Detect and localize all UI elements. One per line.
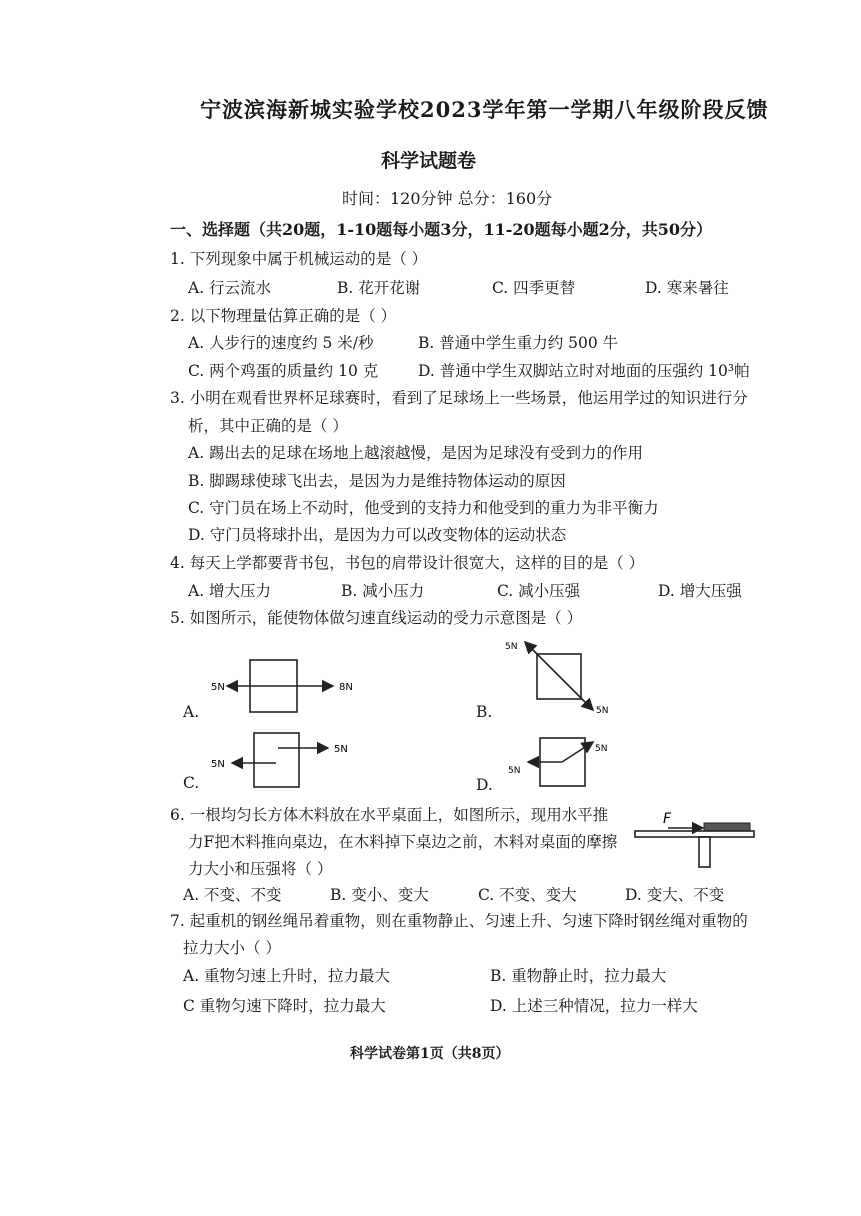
exam-subtitle: 科学试题卷 xyxy=(381,150,477,172)
q1-option-b: B. 花开花谢 xyxy=(337,279,421,297)
exam-title: 宁波滨海新城实验学校2023学年第一学期八年级阶段反馈 xyxy=(200,97,769,122)
fig-a-left-label: 5N xyxy=(211,682,225,693)
desk-top xyxy=(635,831,754,837)
q5-figure-b xyxy=(498,633,618,719)
q4-option-c: C. 减小压强 xyxy=(497,582,581,600)
fig-d-right-label: 5N xyxy=(595,744,608,754)
wood-plank xyxy=(704,823,750,831)
q7-option-a: A. 重物匀速上升时，拉力最大 xyxy=(183,967,391,985)
q5-figure-c xyxy=(205,726,355,794)
q1-option-c: C. 四季更替 xyxy=(492,279,576,297)
q5-figure-d xyxy=(498,728,628,794)
q5-option-c: C. xyxy=(183,774,200,792)
q7-stem-line2: 拉力大小（ ） xyxy=(183,939,281,957)
q4-stem: 4. 每天上学都要背书包，书包的肩带设计很宽大，这样的目的是（ ） xyxy=(170,554,645,572)
q6-option-a: A. 不变、不变 xyxy=(183,886,282,904)
q6-option-b: B. 变小、变大 xyxy=(330,886,429,904)
section-heading: 一、选择题（共20题，1-10题每小题3分，11-20题每小题2分，共50分） xyxy=(170,220,713,239)
q2-option-b: B. 普通中学生重力约 500 牛 xyxy=(418,334,619,352)
q5-option-b: B. xyxy=(476,703,493,721)
q1-stem: 1. 下列现象中属于机械运动的是（ ） xyxy=(170,250,428,268)
fig-c-right-label: 5N xyxy=(334,744,348,755)
q3-option-c: C. 守门员在场上不动时，他受到的支持力和他受到的重力为非平衡力 xyxy=(188,499,659,517)
q6-option-c: C. 不变、变大 xyxy=(478,886,577,904)
q6-stem-line1: 6. 一根均匀长方体木料放在水平桌面上，如图所示，现用水平推 xyxy=(170,806,609,824)
fig-b-bottom-label: 5N xyxy=(596,706,609,716)
q2-option-c: C. 两个鸡蛋的质量约 10 克 xyxy=(188,362,379,380)
fig-b-top-label: 5N xyxy=(505,642,518,652)
q6-stem-line3: 力大小和压强将（ ） xyxy=(188,860,333,878)
q3-option-d: D. 守门员将球扑出，是因为力可以改变物体的运动状态 xyxy=(188,526,567,544)
q2-option-a: A. 人步行的速度约 5 米/秒 xyxy=(188,334,374,352)
q6-stem-line2: 力F把木料推向桌边，在木料掉下桌边之前，木料对桌面的摩擦 xyxy=(188,833,618,851)
q6-figure xyxy=(630,808,760,878)
q4-option-a: A. 增大压力 xyxy=(188,582,272,600)
desk-leg xyxy=(699,837,710,867)
q6-option-d: D. 变大、不变 xyxy=(625,886,725,904)
fig-d-left-label: 5N xyxy=(508,766,521,776)
page-footer: 科学试卷第1页（共8页） xyxy=(350,1046,510,1062)
q7-option-b: B. 重物静止时，拉力最大 xyxy=(490,967,667,985)
fig-c-left-label: 5N xyxy=(211,759,225,770)
q3-option-a: A. 踢出去的足球在场地上越滚越慢，是因为足球没有受到力的作用 xyxy=(188,444,644,462)
q3-stem-line2: 析，其中正确的是（ ） xyxy=(188,417,348,435)
force-f-label: F xyxy=(663,811,672,827)
q5-option-a: A. xyxy=(183,703,200,721)
q5-stem: 5. 如图所示，能使物体做匀速直线运动的受力示意图是（ ） xyxy=(170,609,583,627)
q7-option-d: D. 上述三种情况，拉力一样大 xyxy=(490,997,698,1015)
q4-option-b: B. 减小压力 xyxy=(341,582,425,600)
q2-stem: 2. 以下物理量估算正确的是（ ） xyxy=(170,307,397,325)
q3-stem-line1: 3. 小明在观看世界杯足球赛时，看到了足球场上一些场景，他运用学过的知识进行分 xyxy=(170,389,748,407)
q5-option-d: D. xyxy=(476,776,493,794)
q7-stem-line1: 7. 起重机的钢丝绳吊着重物，则在重物静止、匀速上升、匀速下降时钢丝绳对重物的 xyxy=(170,912,748,930)
q1-option-d: D. 寒来暑往 xyxy=(645,279,729,297)
exam-meta: 时间：120分钟 总分：160分 xyxy=(342,189,553,208)
q3-option-b: B. 脚踢球使球飞出去，是因为力是维持物体运动的原因 xyxy=(188,472,566,490)
fig-a-right-label: 8N xyxy=(339,682,353,693)
q2-option-d: D. 普通中学生双脚站立时对地面的压强约 10³帕 xyxy=(418,362,750,380)
q5-figure-a xyxy=(205,650,365,722)
box-c xyxy=(254,733,299,787)
q7-option-c: C 重物匀速下降时，拉力最大 xyxy=(183,997,386,1015)
q1-option-a: A. 行云流水 xyxy=(188,279,272,297)
q4-option-d: D. 增大压强 xyxy=(658,582,742,600)
